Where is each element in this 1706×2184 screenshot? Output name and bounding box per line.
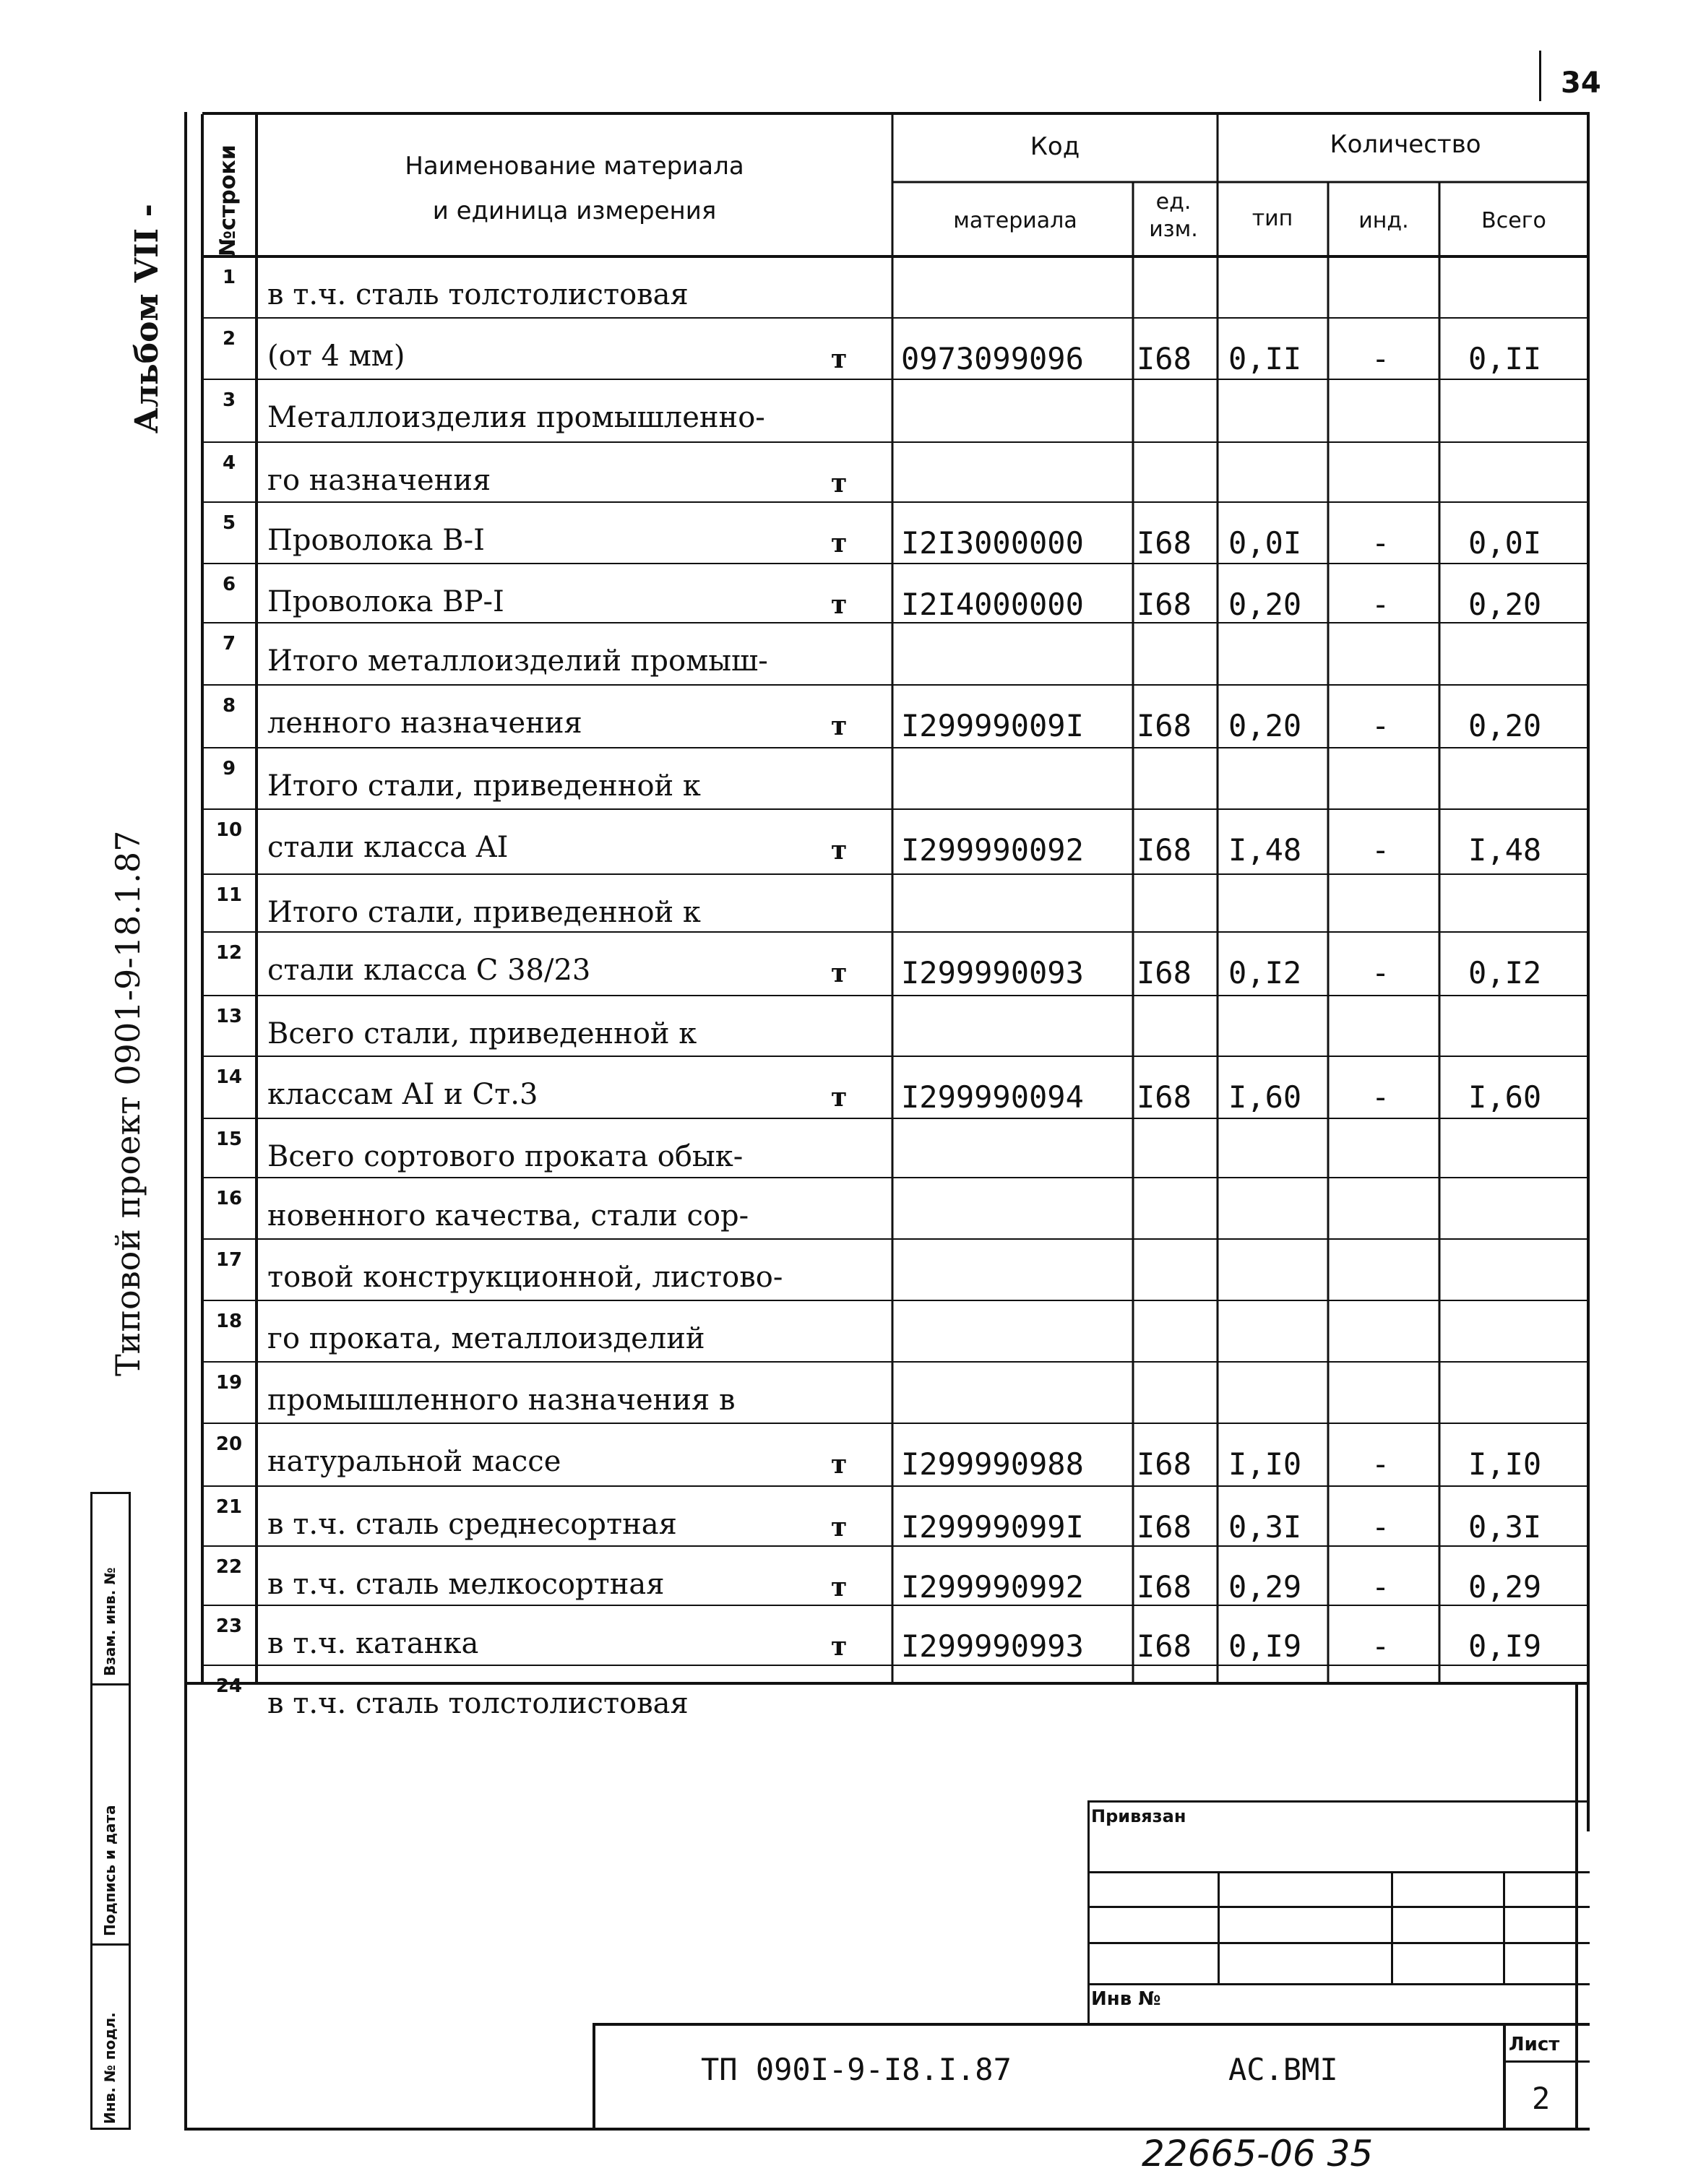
material-name: в т.ч. сталь среднесортная: [267, 1508, 677, 1541]
header-kolichestvo: Количество: [1330, 130, 1481, 159]
row-number: 20: [215, 1433, 243, 1455]
vzam-inv-label: Взам. инв. №: [101, 1567, 119, 1676]
header-tip: тип: [1252, 206, 1293, 231]
unit-code: I68: [1137, 1079, 1192, 1115]
qty-tip: 0,I9: [1228, 1628, 1302, 1664]
row-number: 11: [215, 884, 243, 906]
unit-of-measure: т: [831, 344, 848, 374]
qty-vsego: 0,I9: [1468, 1628, 1542, 1664]
header-name-line1: Наименование материала: [405, 152, 744, 181]
header-name-line2: и единица измерения: [432, 197, 717, 225]
unit-code: I68: [1137, 1628, 1192, 1664]
qty-vsego: 0,20: [1468, 708, 1542, 743]
material-name: ленного назначения: [267, 707, 582, 740]
material-name: новенного качества, стали сор-: [267, 1199, 749, 1233]
unit-code: I68: [1137, 341, 1192, 376]
handwritten-number: 22665-06 35: [1142, 2133, 1374, 2175]
material-code: I299990993: [901, 1628, 1084, 1664]
row-number: 12: [215, 942, 243, 964]
material-name: Металлоизделия промышленно-: [267, 401, 765, 434]
qty-vsego: 0,0I: [1468, 525, 1542, 561]
row-number: 18: [215, 1311, 243, 1332]
qty-ind: -: [1371, 341, 1390, 376]
unit-code: I68: [1137, 1569, 1192, 1605]
qty-ind: -: [1371, 1446, 1390, 1482]
header-row-no: №строки: [215, 144, 241, 256]
qty-vsego: I,60: [1468, 1079, 1542, 1115]
qty-ind: -: [1371, 1569, 1390, 1605]
row-number: 8: [222, 695, 236, 717]
header-vsego: Всего: [1481, 208, 1546, 233]
unit-of-measure: т: [831, 835, 848, 866]
unit-of-measure: т: [831, 468, 848, 498]
qty-tip: 0,0I: [1228, 525, 1302, 561]
material-name: стали класса С 38/23: [267, 954, 591, 987]
material-name: Проволока ВР-I: [267, 585, 504, 618]
header-materiala: материала: [953, 208, 1077, 233]
material-name: (от 4 мм): [267, 340, 405, 373]
row-number: 22: [215, 1556, 243, 1578]
qty-vsego: 0,II: [1468, 341, 1542, 376]
row-number: 9: [222, 758, 236, 780]
row-number: 19: [215, 1372, 243, 1394]
material-name: Итого стали, приведенной к: [267, 769, 701, 803]
material-code: I29999009I: [901, 708, 1084, 743]
qty-tip: I,I0: [1228, 1446, 1302, 1482]
unit-code: I68: [1137, 708, 1192, 743]
material-code: I2I4000000: [901, 587, 1084, 622]
row-number: 23: [215, 1615, 243, 1637]
qty-vsego: 0,I2: [1468, 955, 1542, 990]
qty-ind: -: [1371, 587, 1390, 622]
unit-code: I68: [1137, 955, 1192, 990]
qty-vsego: I,I0: [1468, 1446, 1542, 1482]
podpis-data-label: Подпись и дата: [101, 1805, 119, 1936]
qty-tip: 0,20: [1228, 587, 1302, 622]
material-code: I299990992: [901, 1569, 1084, 1605]
unit-code: I68: [1137, 1446, 1192, 1482]
material-name: го назначения: [267, 464, 491, 497]
qty-ind: -: [1371, 1628, 1390, 1664]
material-name: Всего стали, приведенной к: [267, 1017, 697, 1050]
material-name: в т.ч. сталь толстолистовая: [267, 278, 689, 311]
qty-ind: -: [1371, 1079, 1390, 1115]
material-name: в т.ч. сталь мелкосортная: [267, 1568, 665, 1601]
row-number: 14: [215, 1066, 243, 1088]
privyazan-label: Привязан: [1091, 1806, 1186, 1826]
qty-tip: 0,I2: [1228, 955, 1302, 990]
row-number: 7: [222, 633, 236, 655]
qty-vsego: I,48: [1468, 832, 1542, 868]
unit-code: I68: [1137, 832, 1192, 868]
unit-of-measure: т: [831, 1572, 848, 1602]
material-name: классам AI и Ст.3: [267, 1078, 538, 1111]
row-number: 10: [215, 819, 243, 841]
header-izm: изм.: [1149, 217, 1198, 242]
material-code: 0973099096: [901, 341, 1084, 376]
list-number: 2: [1532, 2081, 1551, 2116]
material-code: I299990093: [901, 955, 1084, 990]
unit-of-measure: т: [831, 1082, 848, 1113]
qty-ind: -: [1371, 955, 1390, 990]
qty-ind: -: [1371, 708, 1390, 743]
page-number: 34: [1561, 66, 1601, 100]
row-number: 21: [215, 1496, 243, 1518]
row-number: 4: [222, 452, 236, 474]
unit-of-measure: т: [831, 528, 848, 558]
qty-tip: I,48: [1228, 832, 1302, 868]
material-name: в т.ч. сталь толстолистовая: [267, 1687, 689, 1720]
header-ed: ед.: [1155, 189, 1192, 215]
material-code: I299990988: [901, 1446, 1084, 1482]
row-number: 16: [215, 1188, 243, 1209]
qty-ind: -: [1371, 1509, 1390, 1545]
material-name: Проволока В-I: [267, 524, 485, 557]
row-number: 15: [215, 1128, 243, 1150]
material-code: I299990094: [901, 1079, 1084, 1115]
material-name: Итого металлоизделий промыш-: [267, 644, 768, 678]
material-name: в т.ч. катанка: [267, 1627, 479, 1660]
qty-vsego: 0,20: [1468, 587, 1542, 622]
inv-no-label: Инв №: [1091, 1988, 1161, 2010]
unit-of-measure: т: [831, 958, 848, 988]
material-name: промышленного назначения в: [267, 1384, 736, 1417]
material-name: стали класса AI: [267, 831, 509, 864]
unit-of-measure: т: [831, 1631, 848, 1662]
doc-mark: АС.ВМІ: [1228, 2052, 1338, 2087]
qty-tip: I,60: [1228, 1079, 1302, 1115]
row-number: 13: [215, 1006, 243, 1027]
material-name: Всего сортового проката обык-: [267, 1140, 744, 1173]
doc-code: ТП 090I-9-I8.I.87: [701, 2052, 1012, 2087]
unit-code: I68: [1137, 525, 1192, 561]
album-label: Альбом VII -: [129, 204, 165, 433]
unit-of-measure: т: [831, 711, 848, 741]
row-number: 5: [222, 512, 236, 534]
qty-tip: 0,20: [1228, 708, 1302, 743]
material-code: I29999099I: [901, 1509, 1084, 1545]
header-kod: Код: [1030, 132, 1080, 161]
material-name: товой конструкционной, листово-: [267, 1261, 783, 1294]
row-number: 3: [222, 389, 236, 411]
header-ind: инд.: [1358, 208, 1409, 233]
unit-of-measure: т: [831, 1512, 848, 1542]
material-code: I2I3000000: [901, 525, 1084, 561]
qty-ind: -: [1371, 832, 1390, 868]
unit-of-measure: т: [831, 590, 848, 620]
row-number: 6: [222, 574, 236, 595]
unit-code: I68: [1137, 587, 1192, 622]
unit-code: I68: [1137, 1509, 1192, 1545]
row-number: 17: [215, 1249, 243, 1271]
inv-no-podl-label: Инв. № подл.: [101, 2012, 119, 2124]
qty-tip: 0,II: [1228, 341, 1302, 376]
row-number: 2: [222, 328, 236, 350]
material-code: I299990092: [901, 832, 1084, 868]
list-label: Лист: [1509, 2034, 1560, 2055]
unit-of-measure: т: [831, 1449, 848, 1480]
material-name: го проката, металлоизделий: [267, 1322, 705, 1355]
material-name: Итого стали, приведенной к: [267, 896, 701, 929]
row-number: 1: [222, 267, 236, 288]
qty-vsego: 0,29: [1468, 1569, 1542, 1605]
qty-tip: 0,3I: [1228, 1509, 1302, 1545]
qty-vsego: 0,3I: [1468, 1509, 1542, 1545]
row-number: 24: [215, 1675, 243, 1697]
qty-ind: -: [1371, 525, 1390, 561]
qty-tip: 0,29: [1228, 1569, 1302, 1605]
project-label: Типовой проект 0901-9-18.1.87: [108, 830, 147, 1376]
material-name: натуральной массе: [267, 1445, 561, 1478]
